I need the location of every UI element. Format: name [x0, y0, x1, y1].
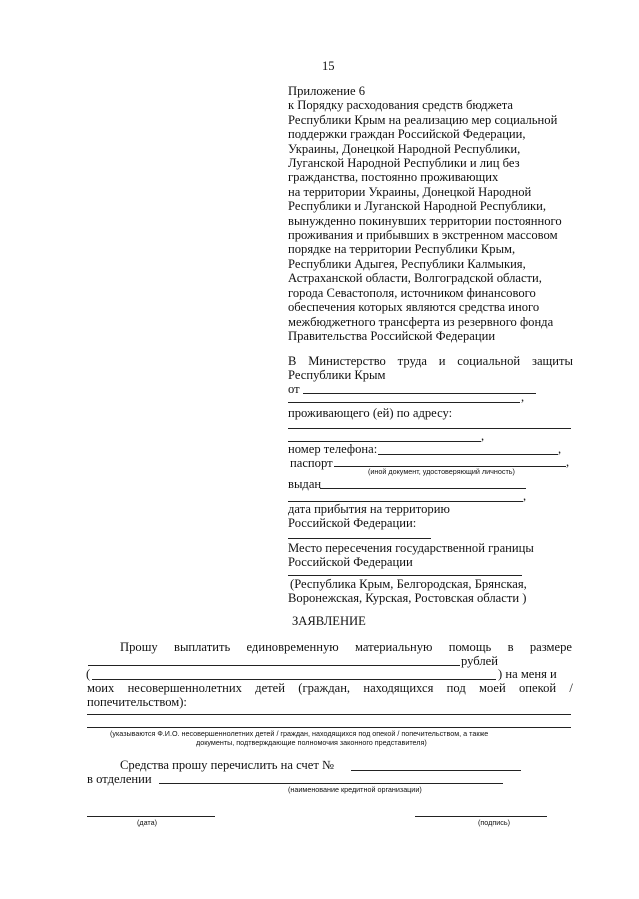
appendix-line: Республики Крым на реализацию мер социальной [288, 112, 558, 127]
from-label: от [288, 382, 300, 396]
open-paren: ( [86, 667, 91, 681]
appendix-line: межбюджетного трансферта из резервного фонда [288, 314, 554, 329]
amount-close: ) на меня и [498, 667, 557, 681]
statement-line-1 [120, 640, 572, 654]
from-line-2 [288, 402, 520, 403]
statement-word: материальную [355, 640, 433, 654]
arrival-label-1: дата прибытия на территорию [288, 502, 450, 516]
statement-word: опекой [518, 681, 557, 695]
appendix-line: вынужденно покинувших территории постоянного [288, 213, 562, 228]
appendix-line: обеспечения которых являются средства иного [288, 300, 540, 315]
children-note-2: документы, подтверждающие полномочия законного представителя) [196, 738, 427, 747]
addressee-word: В [288, 354, 297, 368]
rubles-label: рублей [461, 654, 498, 668]
date-label: (дата) [137, 818, 158, 827]
date-line [87, 816, 215, 817]
children-line-2 [87, 727, 571, 728]
addressee-word: Министерство [308, 354, 386, 368]
statement-word: детей [255, 681, 285, 695]
issued-label: выдан [288, 477, 322, 491]
addressee-word: и [438, 354, 446, 368]
statement-line-4: попечительством): [87, 695, 187, 709]
addressee-line-2: Республики Крым [288, 368, 386, 382]
issued-comma: , [523, 489, 527, 503]
amount-line [88, 665, 460, 666]
amount-words-line [92, 679, 496, 680]
addressee-word: защиты [531, 354, 573, 368]
appendix-line: Республики Адыгея, Республики Калмыкия, [288, 256, 526, 271]
appendix-line: Луганской Народной Республики и лиц без [288, 156, 520, 171]
statement-word: (граждан, [298, 681, 351, 695]
children-note-1: (указываются Ф.И.О. несовершеннолетних детей / граждан, находящихся под опекой / попечительством, а также [110, 729, 489, 738]
statement-word: / [569, 681, 573, 695]
address-label: проживающего (ей) по адресу: [288, 406, 453, 420]
statement-title: ЗАЯВЛЕНИЕ [292, 614, 366, 628]
appendix-line: порядке на территории Республики Крым, [288, 242, 516, 257]
appendix-block [288, 84, 562, 343]
regions-line-1: (Республика Крым, Белгородская, Брянская, [290, 577, 527, 591]
signature-label: (подпись) [478, 818, 510, 827]
statement-word: под [446, 681, 466, 695]
from-comma: , [521, 390, 525, 404]
appendix-line: на территории Украины, Донецкой Народной [288, 184, 532, 199]
appendix-line: Правительства Российской Федерации [288, 328, 496, 343]
phone-comma: , [558, 442, 562, 456]
passport-comma: , [566, 455, 570, 469]
appendix-line: Республики и Луганской Народной Республики, [288, 199, 547, 214]
border-line [288, 575, 522, 576]
from-line-1 [303, 393, 536, 394]
address-comma: , [481, 429, 485, 443]
appendix-line: Украины, Донецкой Народной Республики, [288, 141, 521, 156]
phone-label: номер телефона: [288, 442, 378, 456]
passport-note: (иной документ, удостоверяющий личность) [368, 467, 515, 476]
statement-word: несовершеннолетних [127, 681, 242, 695]
statement-word: моей [478, 681, 506, 695]
addressee-word: социальной [457, 354, 521, 368]
statement-word: единовременную [246, 640, 339, 654]
addressee-line-1 [288, 354, 573, 368]
border-label-2: Российской Федерации [288, 555, 413, 569]
page-number: 15 [322, 59, 335, 73]
statement-word: в [507, 640, 514, 654]
appendix-line: проживания и прибывших в экстренном массовом [288, 228, 558, 243]
statement-word: помощь [448, 640, 492, 654]
appendix-line: поддержки граждан Российской Федерации, [288, 127, 526, 142]
branch-line [159, 783, 503, 784]
statement-word: Прошу [120, 640, 158, 654]
statement-word: размере [529, 640, 572, 654]
appendix-line: Астраханской области, Волгоградской области, [288, 271, 542, 286]
statement-word: находящихся [363, 681, 434, 695]
issued-line-1 [320, 488, 526, 489]
phone-line [378, 454, 558, 455]
children-line-1 [87, 714, 571, 715]
statement-word: моих [87, 681, 115, 695]
branch-label: в отделении [87, 772, 152, 786]
arrival-line [288, 538, 431, 539]
appendix-line: к Порядку расходования средств бюджета [288, 98, 513, 113]
appendix-line: гражданства, постоянно проживающих [288, 170, 499, 185]
border-label-1: Место пересечения государственной границы [288, 541, 534, 555]
account-label: Средства прошу перечислить на счет № [120, 758, 335, 772]
bank-note: (наименование кредитной организации) [288, 785, 422, 794]
arrival-label-2: Российской Федерации: [288, 516, 417, 530]
statement-word: выплатить [174, 640, 231, 654]
regions-line-2: Воронежская, Курская, Ростовская области ) [288, 591, 527, 605]
address-line-1 [288, 428, 571, 429]
addressee-word: труда [397, 354, 427, 368]
appendix-line: города Севастополя, источником финансового [288, 285, 536, 300]
passport-label: паспорт [290, 456, 333, 470]
signature-line [415, 816, 547, 817]
statement-line-3 [87, 681, 573, 695]
account-line [351, 770, 521, 771]
appendix-line: Приложение 6 [288, 84, 366, 98]
